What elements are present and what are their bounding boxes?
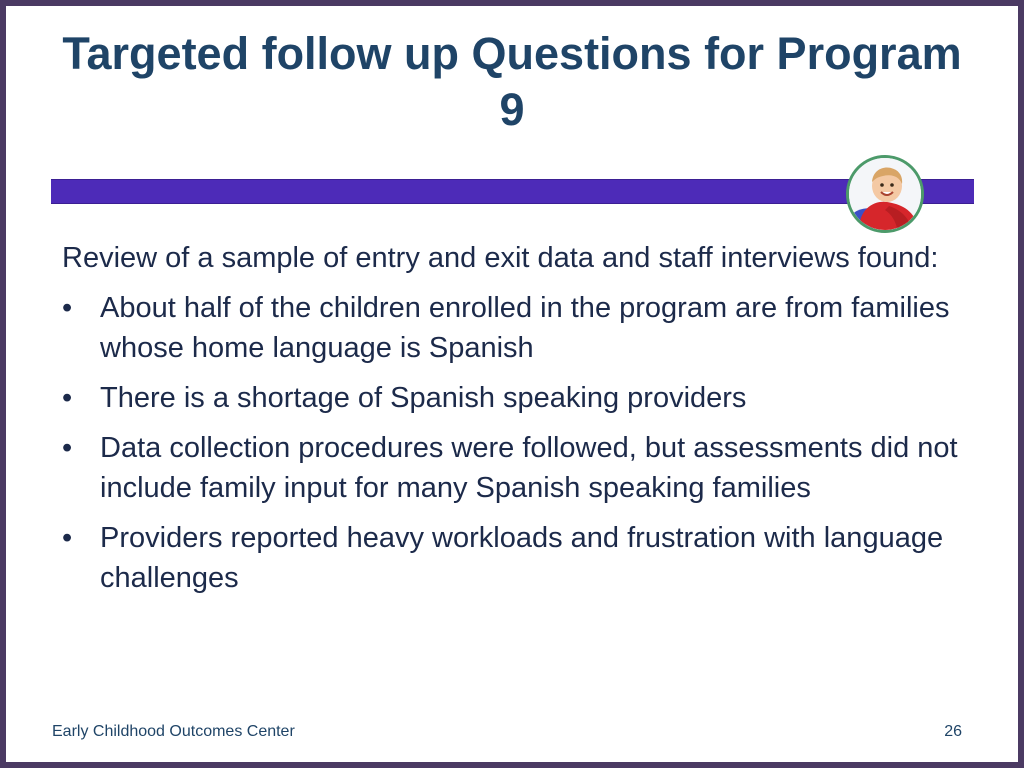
bullet-text: Data collection procedures were followed, but assessments did not include family input for many Spanish speaking families (100, 432, 958, 504)
bullet-icon: • (62, 432, 73, 464)
bullet-text: There is a shortage of Spanish speaking providers (100, 382, 747, 414)
slide-body (62, 238, 962, 608)
bullet-icon: • (62, 292, 73, 324)
bullet-icon: • (62, 382, 73, 414)
child-photo-graphic (849, 158, 921, 230)
slide-title: Targeted follow up Questions for Program 9 (62, 28, 962, 135)
bullet-icon: • (62, 522, 73, 554)
list-item (62, 378, 962, 418)
title-divider-bar (51, 179, 974, 204)
footer-organization: Early Childhood Outcomes Center (52, 723, 295, 740)
bullet-list (62, 288, 962, 598)
slide (6, 6, 1018, 762)
list-item (62, 428, 962, 508)
bullet-text: Providers reported heavy workloads and frustration with language challenges (100, 522, 944, 594)
list-item (62, 518, 962, 598)
bullet-text: About half of the children enrolled in the program are from families whose home language is Spanish (100, 292, 950, 364)
list-item (62, 288, 962, 368)
child-photo-icon (846, 155, 924, 233)
page-number: 26 (944, 723, 962, 740)
lead-paragraph: Review of a sample of entry and exit data and staff interviews found: (62, 242, 939, 274)
